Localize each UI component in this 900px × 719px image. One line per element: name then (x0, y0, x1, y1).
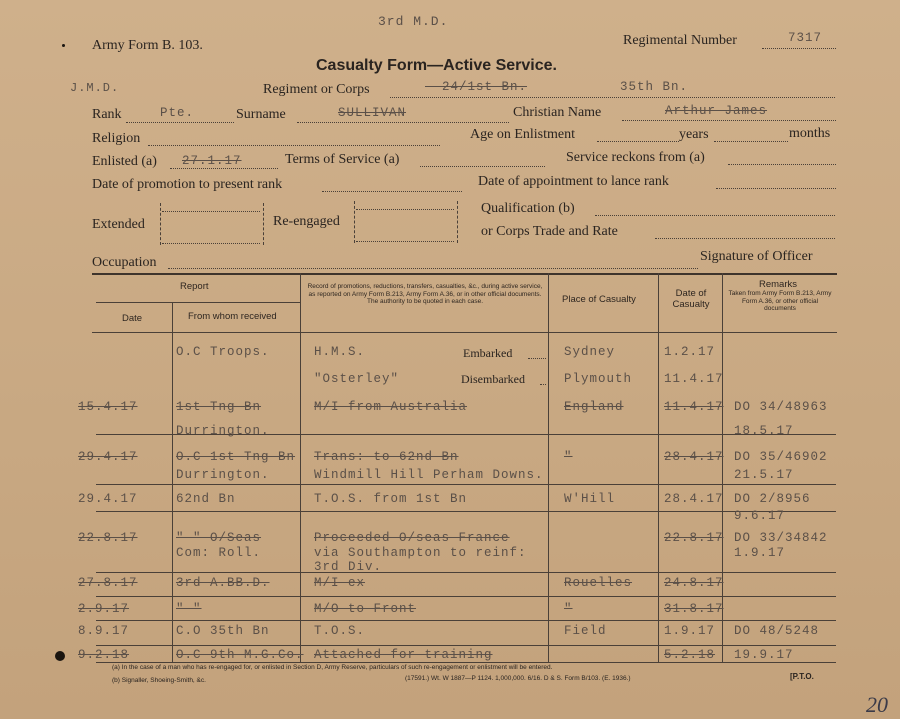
row-14-from: O.C 9th M.G.Co. (176, 648, 304, 662)
row-7-remarks: 9.6.17 (734, 509, 786, 523)
header-remarks-sub: Taken from Army Form B.213, Army Form A.36, or other official documents (728, 290, 832, 312)
row-12-dcas: 31.8.17 (664, 602, 724, 616)
row-11-dcas: 24.8.17 (664, 576, 724, 590)
footnote-a: (a) In the case of a man who has re-engaged for, or enlisted in Section D, Army Reserve, particulars of such re-engagement or enlistment will be entered. (112, 664, 553, 671)
corps-trade-label: or Corps Trade and Rate (481, 224, 618, 239)
top-stamp: 3rd M.D. (378, 14, 449, 29)
row-2-date: 15.4.17 (78, 400, 138, 414)
row-4-from: O.C 1st Tng Bn (176, 450, 296, 464)
row-12-from: " " (176, 602, 202, 616)
row-13-dcas: 1.9.17 (664, 624, 716, 638)
rank-value: Pte. (160, 106, 195, 120)
enlisted-label: Enlisted (a) (92, 154, 157, 169)
christian-name-label: Christian Name (513, 105, 602, 120)
row-1-dcas: 11.4.17 (664, 372, 724, 386)
row-8-dcas: 22.8.17 (664, 531, 724, 545)
row-12-record: M/O to Front (314, 602, 417, 616)
surname-value: SULLIVAN (338, 106, 407, 120)
regiment-value: 35th Bn. (620, 80, 689, 94)
footnote-b: (b) Signaller, Shoeing-Smith, &c. (112, 677, 206, 684)
row-1-place: Plymouth (564, 372, 633, 386)
row-4-date: 29.4.17 (78, 450, 138, 464)
row-9-record: via Southampton to reinf: (314, 546, 527, 560)
row-14-remarks: 19.9.17 (734, 648, 794, 662)
row-13-place: Field (564, 624, 607, 638)
promotion-label: Date of promotion to present rank (92, 177, 283, 192)
jmd-stamp: J.M.D. (70, 81, 120, 95)
row-8-from: " " O/Seas (176, 531, 262, 545)
rank-label: Rank (92, 107, 122, 122)
disembarked-label: Disembarked (461, 372, 525, 386)
months-label: months (789, 126, 831, 141)
row-0-dcas: 1.2.17 (664, 345, 716, 359)
row-2-place: England (564, 400, 624, 414)
occupation-label: Occupation (92, 255, 157, 270)
row-14-record: Attached for training (314, 648, 493, 662)
header-date-casualty: Date of Casualty (672, 288, 710, 310)
row-6-remarks: DO 2/8956 (734, 492, 811, 506)
christian-name-value: Arthur James (665, 104, 768, 118)
row-5-from: Durrington. (176, 468, 270, 482)
row-6-from: 62nd Bn (176, 492, 236, 506)
row-3-remarks: 18.5.17 (734, 424, 794, 438)
enlisted-value: 27.1.17 (182, 154, 242, 168)
row-13-record: T.O.S. (314, 624, 366, 638)
regimental-number-value: 7317 (788, 31, 823, 45)
row-3-from: Durrington. (176, 424, 270, 438)
row-2-dcas: 11.4.17 (664, 400, 724, 414)
extended-label: Extended (92, 217, 145, 232)
ink-dot (62, 44, 65, 47)
row-11-from: 3rd A.BB.D. (176, 576, 270, 590)
terms-label: Terms of Service (a) (285, 152, 400, 167)
age-label: Age on Enlistment (470, 127, 575, 142)
row-5-remarks: 21.5.17 (734, 468, 794, 482)
service-reckons-label: Service reckons from (a) (566, 150, 705, 165)
row-0-from: O.C Troops. (176, 345, 270, 359)
form-title: Casualty Form—Active Service. (316, 57, 557, 74)
embarked-label: Embarked (463, 346, 513, 360)
pto-label: [P.T.O. (790, 672, 814, 681)
row-0-place: Sydney (564, 345, 616, 359)
header-date: Date (122, 313, 143, 324)
ink-blot (55, 651, 65, 661)
row-6-place: W'Hill (564, 492, 616, 506)
row-9-remarks: 1.9.17 (734, 546, 786, 560)
row-14-dcas: 5.2.18 (664, 648, 716, 662)
row-8-remarks: DO 33/34842 (734, 531, 828, 545)
row-9-from: Com: Roll. (176, 546, 262, 560)
row-14-date: 9.2.18 (78, 648, 130, 662)
signature-label: Signature of Officer (700, 249, 813, 264)
header-record: Record of promotions, reductions, transfers, casualties, &c., during active service, as reported on Army Form B.213, Army Form A.36, or in other official documents. The authority to be quoted in each case. (307, 283, 543, 305)
row-11-record: M/I ex (314, 576, 366, 590)
row-10-record: 3rd Div. (314, 560, 383, 574)
row-1-record: "Osterley" (314, 372, 400, 386)
row-6-record: T.O.S. from 1st Bn (314, 492, 468, 506)
surname-label: Surname (236, 107, 286, 122)
row-4-place: " (564, 450, 573, 464)
row-4-dcas: 28.4.17 (664, 450, 724, 464)
row-12-place: " (564, 602, 573, 616)
reengaged-label: Re-engaged (273, 214, 340, 229)
row-13-remarks: DO 48/5248 (734, 624, 820, 638)
row-4-remarks: DO 35/46902 (734, 450, 828, 464)
regimental-number-label: Regimental Number (623, 33, 737, 48)
header-report: Report (180, 281, 209, 292)
religion-label: Religion (92, 131, 141, 146)
header-from-whom: From whom received (188, 311, 277, 322)
printer-line: (17591.) Wt. W 1887—P 1124. 1,000,000. 6/16. D & S. Form B/103. (E. 1936.) (405, 675, 631, 682)
row-8-date: 22.8.17 (78, 531, 138, 545)
row-6-date: 29.4.17 (78, 492, 138, 506)
row-12-date: 2.9.17 (78, 602, 130, 616)
qualification-label: Qualification (b) (481, 201, 575, 216)
row-4-record: Trans: to 62nd Bn (314, 450, 459, 464)
row-2-remarks: DO 34/48963 (734, 400, 828, 414)
page-mark: 20 (866, 692, 888, 717)
row-5-record: Windmill Hill Perham Downs. (314, 468, 544, 482)
lance-rank-label: Date of appointment to lance rank (478, 174, 669, 189)
form-name: Army Form B. 103. (92, 38, 203, 53)
years-label: years (679, 127, 709, 142)
row-8-record: Proceeded O/seas France (314, 531, 510, 545)
row-2-from: 1st Tng Bn (176, 400, 262, 414)
header-remarks: Remarks (759, 279, 798, 290)
regiment-value-struck: --24/1st-Bn. (425, 80, 528, 94)
row-11-place: Rouelles (564, 576, 633, 590)
regiment-label: Regiment or Corps (263, 82, 370, 97)
row-11-date: 27.8.17 (78, 576, 138, 590)
row-2-record: M/I from Australia (314, 400, 468, 414)
row-0-record: H.M.S. (314, 345, 366, 359)
header-place: Place of Casualty (562, 294, 636, 305)
row-6-dcas: 28.4.17 (664, 492, 724, 506)
row-13-from: C.O 35th Bn (176, 624, 270, 638)
row-13-date: 8.9.17 (78, 624, 130, 638)
